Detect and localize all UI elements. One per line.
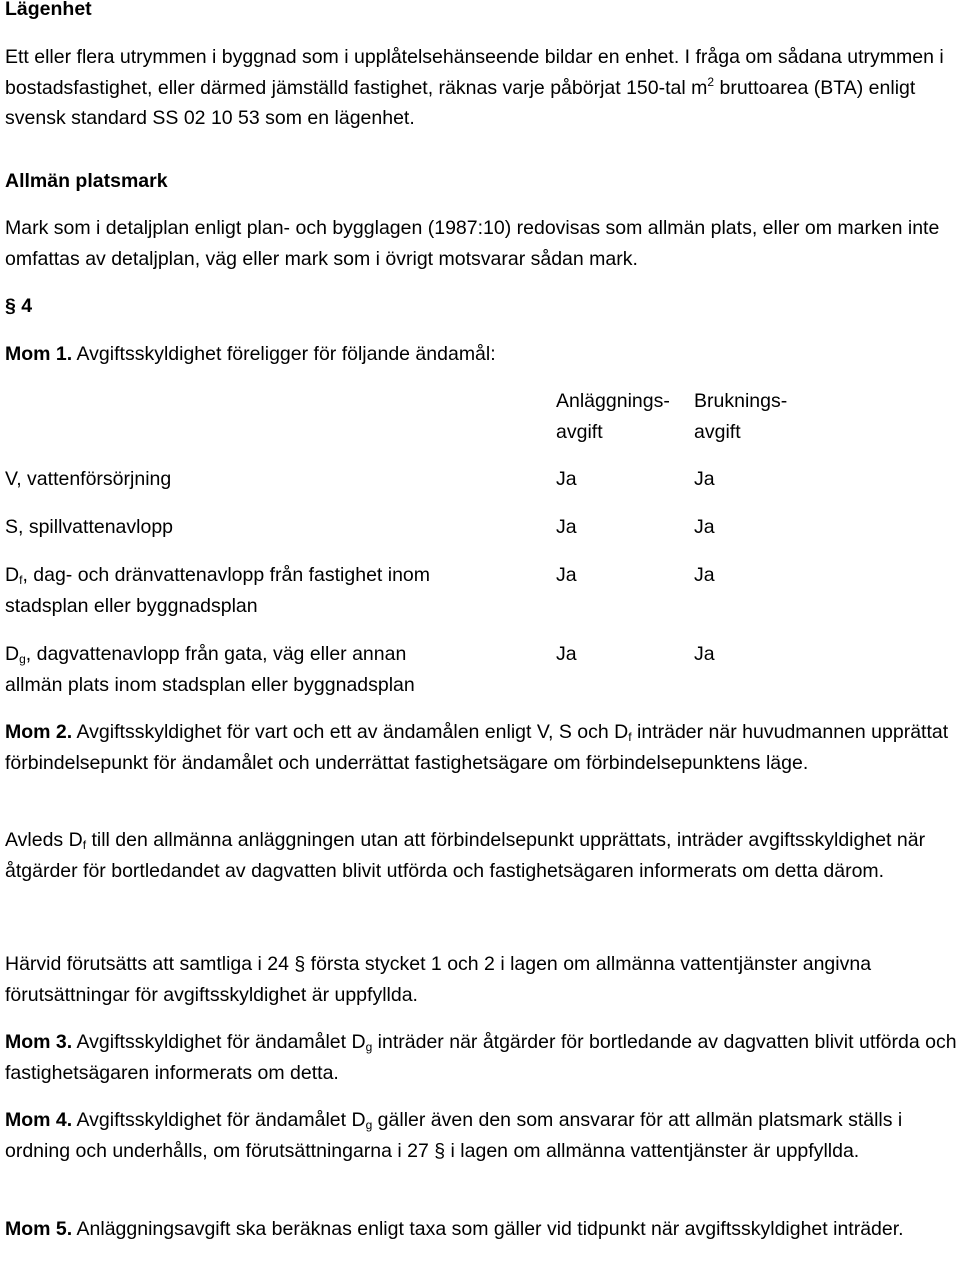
table-row: $D_f$, dag- och dränvattenavlopp från fastighet inom stadsplan eller byggnadsplan Ja Ja [5,564,715,617]
header-anlaggningsavgift: Anläggnings- avgift [556,390,670,443]
table-row: S, spillvattenavlopp Ja Ja [5,516,715,538]
table-row: V, vattenförsörjning Ja Ja [5,468,715,490]
lagenhet-heading: Lägenhet [5,0,92,20]
table-row: $D_g$, dagvattenavlopp från gata, väg eller annan allmän plats inom stadsplan eller byggnadsplan Ja Ja [5,643,715,696]
mom1-paragraph: Mom 1. Avgiftsskyldighet föreligger för följande ändamål: [5,343,496,365]
harvid-paragraph: Härvid förutsätts att samtliga i 24 § första stycket 1 och 2 i lagen om allmänna vattentjänster angivna förutsättningar för avgiftsskyldighet är uppfyllda. [5,953,872,1006]
mom4-paragraph: Mom 4. Avgiftsskyldighet för ändamålet $D_g$ gäller även den som ansvarar för att allmän platsmark ställs i ordning och underhålls, om förutsättningarna i 27 § i lagen om allmänna vattentjänster är uppfyllda. [5,1109,903,1162]
mom2-paragraph: Mom 2. Avgiftsskyldighet för vart och ett av ändamålen enligt V, S och $D_f$ inträder när huvudmannen upprättat förbindelsepunkt för ändamålet och underrättat fastighetsägare om förbindelsepunktens läge. [5,721,949,774]
mom5-paragraph: Mom 5. Anläggningsavgift ska beräknas enligt taxa som gäller vid tidpunkt när avgiftsskyldighet inträder. [5,1218,904,1240]
section-heading: § 4 [5,295,33,317]
header-brukningsavgift: Bruknings- avgift [694,390,788,443]
avleds-paragraph: Avleds $D_f$ till den allmänna anläggningen utan att förbindelsepunkt upprättats, inträder avgiftsskyldighet när åtgärder för bortledandet av dagvatten blivit utförda och fastighetsägaren informerats om detta därom. [5,829,926,882]
mom3-paragraph: Mom 3. Avgiftsskyldighet för ändamålet $D_g$ inträder när åtgärder för bortledande av dagvatten blivit utförda och fastighetsägaren informerats om detta. [5,1031,957,1084]
allman-platsmark-definition: Mark som i detaljplan enligt plan- och bygglagen (1987:10) redovisas som allmän plats, eller om marken inte omfattas av detaljplan, väg eller mark som i övrigt motsvarar sådan mark. [5,217,940,270]
lagenhet-definition: Ett eller flera utrymmen i byggnad som i upplåtelsehänseende bildar en enhet. I fråga om sådana utrymmen i bostadsfastighet, eller därmed jämställd fastighet, räknas varje påbörjat 150-tal $m^2$ bruttoarea (BTA) enligt svensk standard SS 02 10 53 som en lägenhet. [5,46,944,129]
allman-platsmark-heading: Allmän platsmark [5,170,168,192]
table-header [5,386,957,448]
